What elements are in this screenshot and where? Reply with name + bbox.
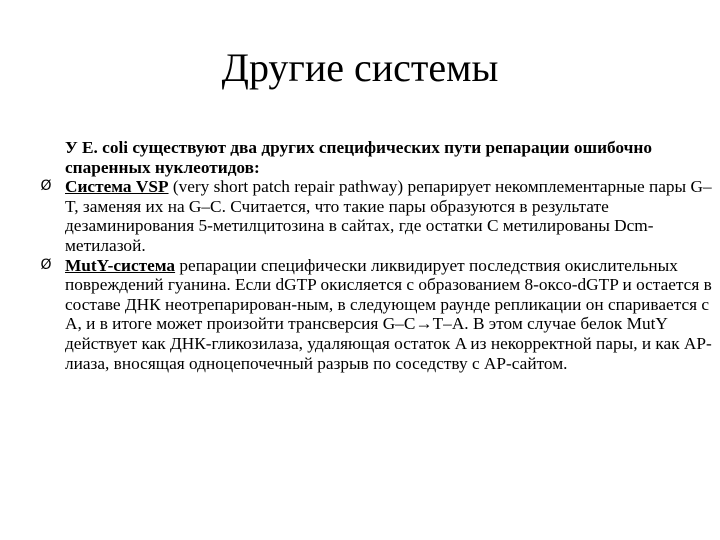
bullet-text: (very short patch repair pathway) репарирует некомплементарные пары G–T, заменяя их на G–C. Считается, что такие пары образуются в результате дезаминирования 5-метилцитозина в сайтах, где остатки C метилированы Dcm-метилазой. — [65, 177, 712, 255]
bullet-text: репарации специфически ликвидирует последствия окислительных повреждений гуанина. Если dGTP окисляется с образованием 8-оксо-dGTP и остается в составе ДНК неотрепарирован-ным, в следующем раунде репликации он спаривается с A, и в итоге может произойти трансверсия G–C→T–A. В этом случае белок MutY действует как ДНК-гликозилаза, удаляющая остаток A из некорректной пары, и как AP-лиаза, вносящая одноцепочечный разрыв по соседству с AP-сайтом. — [65, 255, 712, 373]
arrow-bullet-icon: Ø — [40, 178, 52, 195]
bullet-term: Система VSP — [65, 177, 169, 197]
slide-title: Другие системы — [221, 45, 499, 90]
bullet-item-vsp — [40, 177, 715, 255]
bullet-term: MutY-система — [65, 255, 176, 275]
bullet-item-muty — [40, 255, 715, 374]
intro-paragraph: У E. coli существуют два других специфических пути репарации ошибочно спаренных нуклеотидов: — [65, 138, 652, 177]
slide-body — [40, 138, 715, 373]
arrow-bullet-icon: Ø — [40, 256, 52, 273]
